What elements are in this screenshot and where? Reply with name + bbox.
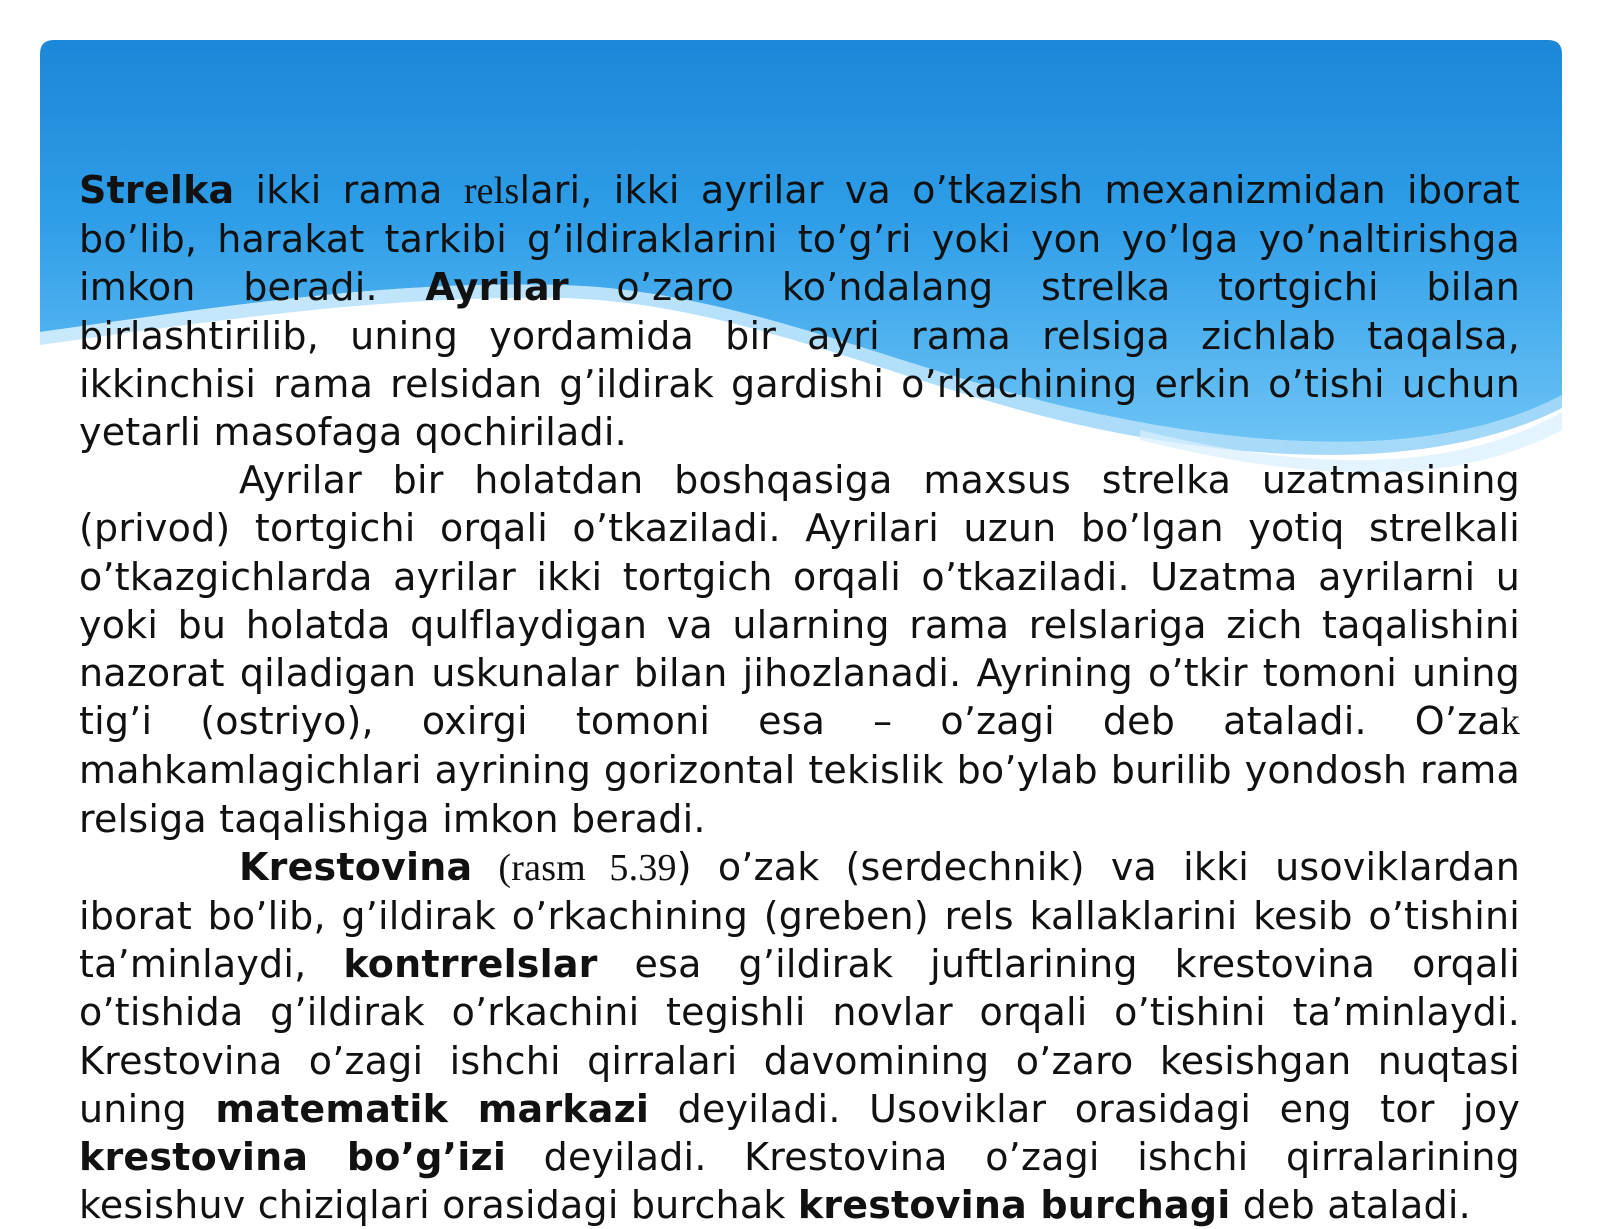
text-run: esa g’ildirak juftlarining krestovina orqali o’tishida g’ildirak o’rkachini tegishli novlar orqali o’tishini ta’minlaydi. Krestovina o’zagi ishchi qirralari davomining o’zaro kesishgan nuqtasi uning (79, 942, 1520, 1131)
text-run: ) o’zak (serdechnik) va ikki usoviklardan iborat bo’lib, g’ildirak o’rkachining (greben) rels kallaklarini kesib o’tishini ta’minlaydi, (79, 844, 1520, 987)
paragraph (79, 456, 1520, 843)
text-run: rels (463, 170, 520, 212)
text-run: ikki rama (234, 168, 464, 212)
text-run: lari, ikki ayrilar va o’tkazish mexanizmidan iborat bo’lib, harakat tarkibi g’ildiraklarini to’g’ri yoki yon yo’lga yo’naltirishga imkon beradi. (79, 168, 1520, 310)
bold-term: Strelka (79, 168, 235, 212)
text-run: deb ataladi. (1230, 1183, 1471, 1228)
text-run: Ayrilar bir holatdan boshqasiga maxsus strelka uzatmasining (privod) tortgichi orqali o’tkaziladi. Ayrilari uzun bo’lgan yotiq strelkali o’tkazgichlarda ayrilar ikki tortgich orqali o’tkaziladi. Uzatma ayrilarni u yoki bu holatda qulflaydigan va ularning rama relslariga zich taqalishini nazorat qiladigan uskunalar bilan jihozlanadi. Ayrining o’tkir tomoni uning tig’i (ostriyo), oxirgi tomoni esa – o’zagi deb ataladi. O’za (79, 458, 1520, 744)
text-run: o’zaro ko’ndalang strelka tortgichi bilan birlashtirilib, uning yordamida bir ayri rama relsiga zichlab taqalsa, ikkinchisi rama relsidan g’ildirak gardishi o’rkachining erkin o’tishi uchun yetarli masofaga qochiriladi. (79, 265, 1520, 455)
body-text (79, 166, 1520, 1229)
bold-term: Ayrilar (425, 265, 569, 310)
bold-term: kontrrelslar (343, 942, 598, 987)
text-run: (rasm 5.39 (498, 846, 677, 889)
bold-term: krestovina bo’g’izi (79, 1135, 507, 1180)
text-run: k (1500, 701, 1520, 744)
bold-term: matematik markazi (215, 1086, 650, 1131)
text-run: mahkamlagichlari ayrining gorizontal tekislik bo’ylab burilib yondosh rama relsiga taqalishiga imkon beradi. (79, 748, 1520, 841)
text-run: deyiladi. Usoviklar orasidagi eng tor joy (649, 1086, 1521, 1131)
text-run (472, 845, 498, 889)
paragraph (79, 166, 1520, 456)
paragraph (79, 843, 1520, 1229)
bold-term: Krestovina (239, 844, 473, 889)
bold-term: krestovina burchagi (797, 1183, 1231, 1228)
text-run: deyiladi. Krestovina o’zagi ishchi qirralarining kesishuv chiziqlari orasidagi burchak (79, 1135, 1521, 1228)
